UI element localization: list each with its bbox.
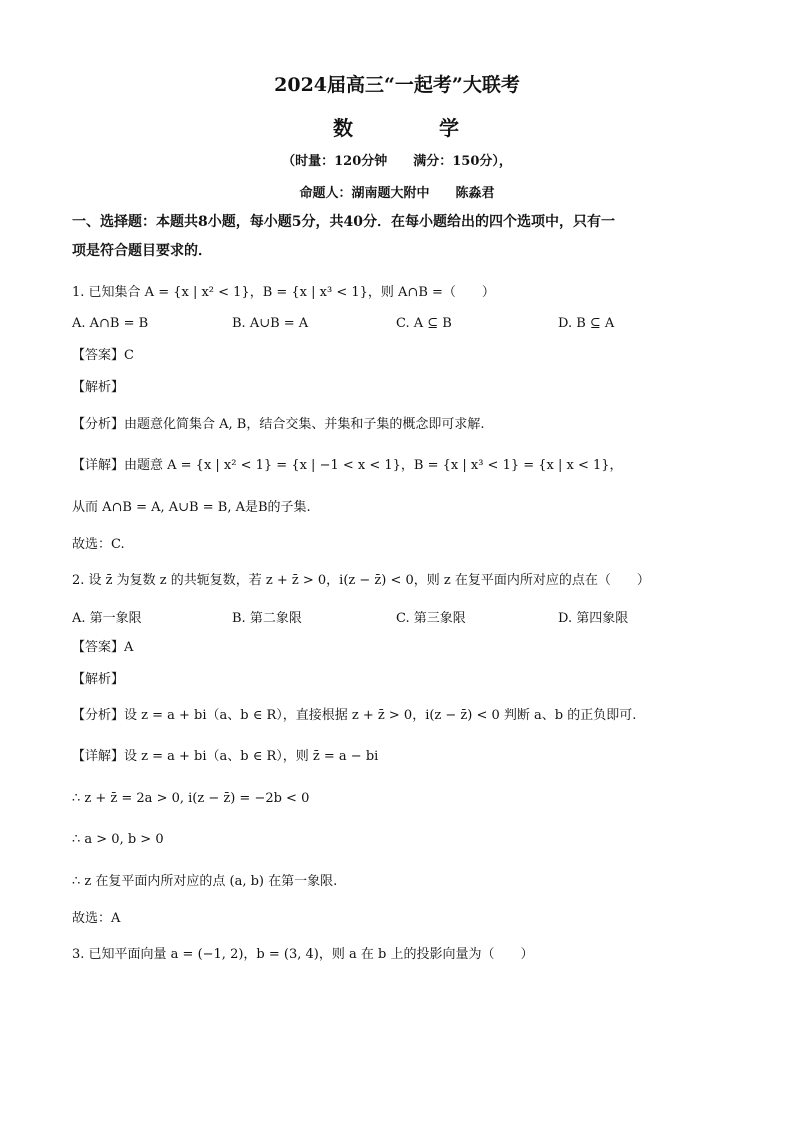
q1-analysis: 【分析】由题意化简集合 A, B，结合交集、并集和子集的概念即可求解.: [72, 417, 485, 432]
q1-detail: 【详解】由题意 A = {x | x² < 1} = {x | −1 < x < 1}，B = {x | x³ < 1} = {x | x < 1}，: [72, 458, 623, 473]
q2-detail: 【详解】设 z = a + bi（a、b ∈ R），则 z̄ = a − bi: [72, 749, 379, 764]
q2-analysis: 【分析】设 z = a + bi（a、b ∈ R），直接根据 z + z̄ > 0，i(z − z̄) < 0 判断 a、b 的正负即可.: [72, 708, 637, 723]
q2-option-a: A. 第一象限: [72, 611, 142, 626]
q2-option-c: C. 第三象限: [396, 611, 466, 626]
q1-conclusion: 从而 A∩B = A, A∪B = B, A是B的子集.: [72, 500, 311, 515]
q1-option-d: D. B ⊆ A: [558, 316, 615, 331]
exam-title: 2024届高三“一起考”大联考: [274, 74, 520, 96]
q1-choice: 故选：C.: [72, 537, 125, 552]
subject-right: 学: [439, 116, 461, 140]
exam-author: 命题人：湖南题大附中 陈淼君: [299, 186, 495, 201]
section-heading-line2: 项是符合题目要求的．: [72, 243, 212, 259]
q2-step2: ∴ a > 0, b > 0: [72, 832, 164, 847]
q2-option-b: B. 第二象限: [232, 611, 302, 626]
exam-meta: （时量：120分钟 满分：150分），: [282, 154, 512, 169]
subject-left: 数: [333, 116, 355, 140]
q1-option-a: A. A∩B = B: [72, 316, 149, 331]
q2-step3: ∴ z 在复平面内所对应的点 (a, b) 在第一象限.: [72, 874, 338, 889]
q3-stem: 3. 已知平面向量 a = (−1, 2)，b = (3, 4)，则 a 在 b 上的投影向量为（ ）: [72, 947, 534, 962]
q1-option-b: B. A∪B = A: [232, 316, 309, 331]
q2-stem: 2. 设 z̄ 为复数 z 的共轭复数，若 z + z̄ > 0，i(z − z̄) < 0，则 z 在复平面内所对应的点在（ ）: [72, 573, 650, 588]
q2-option-d: D. 第四象限: [558, 611, 629, 626]
section-heading-line1: 一、选择题：本题共8小题，每小题5分，共40分．在每小题给出的四个选项中，只有一: [72, 214, 615, 230]
q1-stem: 1. 已知集合 A = {x | x² < 1}，B = {x | x³ < 1}，则 A∩B =（ ）: [72, 285, 495, 300]
q1-answer: 【答案】C: [72, 348, 134, 363]
q2-answer: 【答案】A: [72, 640, 134, 655]
q1-option-c: C. A ⊆ B: [396, 316, 452, 331]
q2-analysis-label: 【解析】: [72, 672, 125, 687]
q2-step1: ∴ z + z̄ = 2a > 0, i(z − z̄) = −2b < 0: [72, 791, 310, 806]
q1-analysis-label: 【解析】: [72, 380, 125, 395]
subject-title: [0, 112, 794, 141]
q2-choice: 故选：A: [72, 911, 121, 926]
